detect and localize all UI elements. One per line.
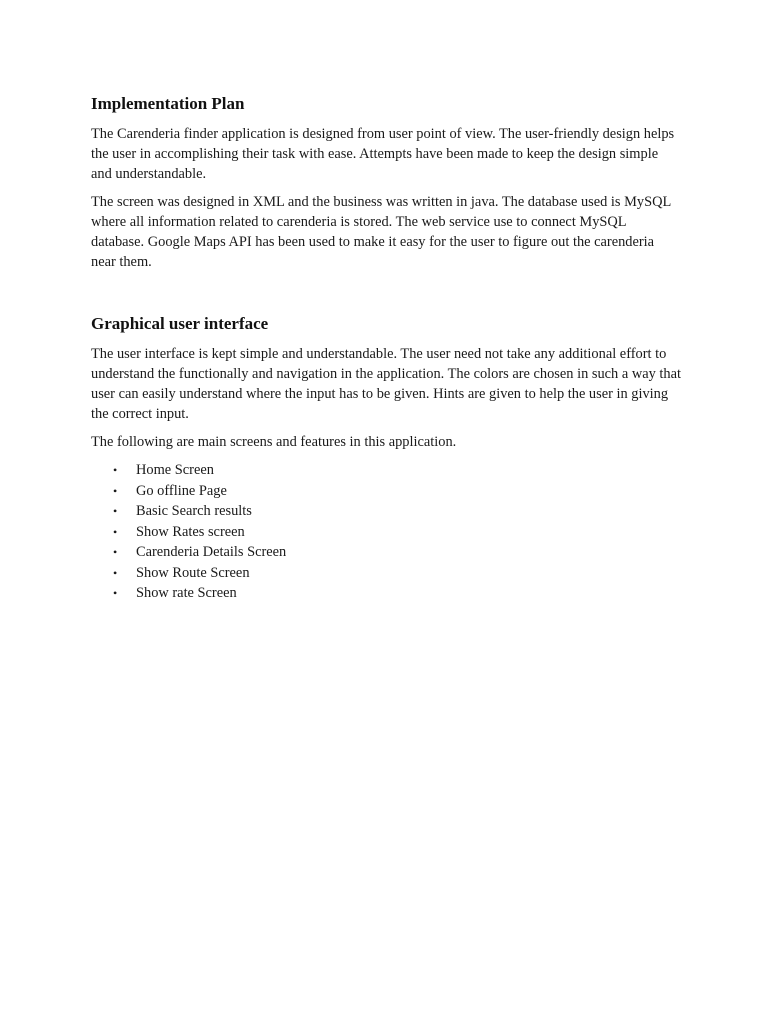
- bullet-icon: •: [113, 483, 118, 498]
- list-item-label: Carenderia Details Screen: [136, 544, 287, 560]
- list-item-label: Show Rates screen: [136, 523, 245, 540]
- list-item: [91, 460, 681, 481]
- bullet-icon: •: [113, 463, 118, 477]
- section-graphical-user-interface: [91, 312, 681, 604]
- list-item: [91, 583, 681, 604]
- list-item: [91, 481, 681, 502]
- paragraph: The user interface is kept simple and understandable. The user need not take any additional effort to understand the functionally and navigation in the application. The colors are chosen in such a way that user can easily understand where the input has to be given. Hints are given to help the user in giving the correct input.: [91, 346, 681, 422]
- section-heading: Graphical user interface: [91, 314, 269, 333]
- bullet-icon: •: [113, 586, 118, 600]
- list-item-label: Home Screen: [136, 462, 214, 478]
- paragraph: The screen was designed in XML and the business was written in java. The database used is MySQL where all information related to carenderia is stored. The web service use to connect MySQL database. Google Maps API has been used to make it easy for the user to figure out the carenderia near them.: [91, 194, 671, 270]
- features-list: [91, 460, 681, 604]
- list-item-label: Basic Search results: [136, 503, 252, 519]
- document-body: [91, 92, 681, 604]
- bullet-icon: •: [113, 545, 118, 559]
- list-item: [91, 501, 681, 522]
- list-item-label: Show Route Screen: [136, 564, 250, 581]
- list-item-label: Show rate Screen: [136, 585, 237, 601]
- section-implementation-plan: [91, 92, 681, 272]
- list-item: [91, 542, 681, 563]
- bullet-icon: •: [113, 565, 118, 580]
- bullet-icon: •: [113, 524, 118, 539]
- list-item: [91, 563, 681, 584]
- bullet-icon: •: [113, 504, 118, 518]
- list-item-label: Go offline Page: [136, 482, 227, 499]
- paragraph: The Carenderia finder application is designed from user point of view. The user-friendly design helps the user in accomplishing their task with ease. Attempts have been made to keep the design simple and understandable.: [91, 126, 675, 182]
- section-heading: Implementation Plan: [91, 94, 245, 113]
- paragraph: The following are main screens and features in this application.: [91, 434, 457, 450]
- list-item: [91, 522, 681, 543]
